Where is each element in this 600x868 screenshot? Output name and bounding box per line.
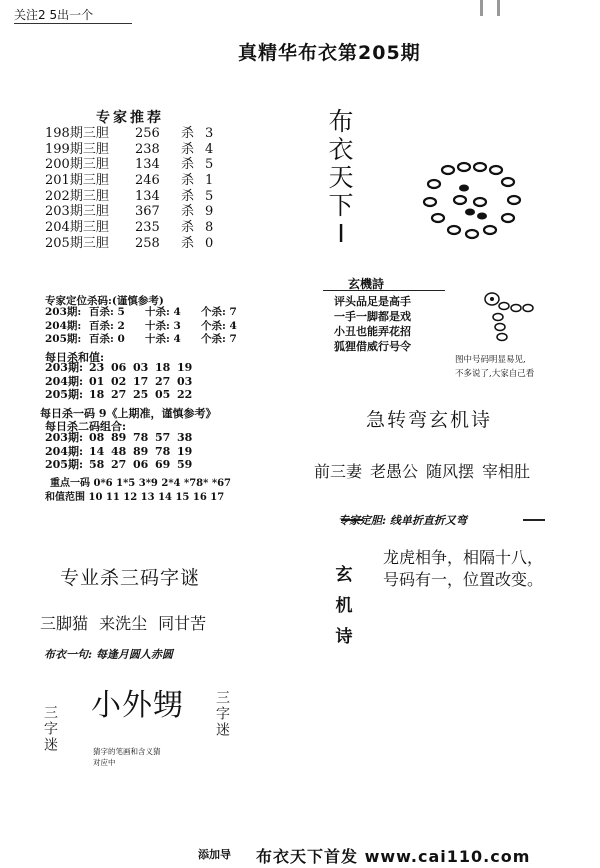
puzzle-ring [474,163,486,171]
puzzle-ring [442,166,454,174]
recommend-kill-value: 9 [205,204,214,220]
figure-ring [497,334,507,341]
number-cell: 69 [155,458,171,471]
poem3-vertical-label [332,560,356,653]
puzzle-dot [465,209,475,216]
position-kill-row [45,320,257,334]
number-cell: 02 [111,374,127,388]
number-cell: 19 [177,361,193,374]
poem2-answer: 老愚公 [370,462,419,481]
figure-ring [495,324,505,331]
recommend-row [45,204,213,220]
puzzle-ring [432,214,444,222]
recommend-row [45,173,213,189]
recommend-kill-value: 0 [205,235,214,251]
poem1-line: 狐狸借威行号令 [334,340,411,353]
figure-ring [499,303,509,310]
sum-range: 和值范围 10 11 12 13 14 15 16 17 [45,492,225,503]
position-kill-tens: 十杀: 4 [145,306,181,318]
image-note-line2: 不多说了,大家自己看 [455,369,535,379]
number-row [45,458,199,472]
kill3-riddle-title: 专业杀三码字谜 [60,567,201,589]
poem1-line: 一手一脚都是戏 [334,310,411,323]
recommend-numbers: 238 [135,141,160,157]
recommend-row [45,220,213,236]
poem3-label-char: 机 [335,596,353,616]
position-kill-heading: 专家定位杀码:(谨慎参考) [45,295,164,307]
recommend-row [45,236,213,252]
puzzle-ring [502,178,514,186]
recommend-period: 198期三胆 [45,126,109,141]
puzzle-ring [458,163,470,171]
number-cell: 27 [111,458,127,471]
puzzle-ring [490,166,502,174]
recommend-kill-label: 杀 [181,141,195,157]
recommend-kill-value: 8 [205,220,214,236]
poem3-label-char: 诗 [335,627,353,647]
puzzle-ring [424,198,436,206]
footer-site-text: 布衣天下首发 www.cai110.com [256,847,531,866]
image-note-line1: 图中号码明显易见, [455,355,526,365]
vertical-title-char: I [337,219,345,248]
number-cell: 89 [133,444,149,458]
number-cell: 17 [133,374,149,388]
number-cell: 18 [155,361,171,374]
number-cell: 38 [177,431,193,444]
number-cell: 57 [155,431,171,444]
page-title: 真精华布衣第205期 [238,42,421,64]
number-figure-image [478,289,538,347]
figure-ring [511,305,521,312]
puzzle-ring [448,226,460,234]
vertical-title-char: 衣 [328,135,354,164]
number-cell: 48 [111,444,127,458]
poem1-lines [334,294,411,354]
poem1-line: 小丑也能弄花招 [334,325,411,338]
recommend-kill-label: 杀 [181,204,195,220]
number-cell: 89 [111,431,127,444]
riddle-label-left: 三字迷 [42,705,58,753]
recommend-period: 201期三胆 [45,173,109,189]
position-kill-tens: 十杀: 4 [145,333,181,345]
puzzle-ring [508,196,520,204]
poem1-title: 玄機詩 [348,277,385,291]
recommend-period: 200期三胆 [45,157,109,173]
number-cell: 78 [133,431,149,444]
puzzle-dot [459,185,469,192]
number-cell: 06 [111,361,127,374]
recommend-period: 203期三胆 [45,204,109,220]
number-cell: 59 [177,458,193,471]
position-kill-hundreds: 百杀: 2 [89,319,125,332]
number-row [45,445,199,459]
number-cell: 27 [155,374,171,388]
position-kill-ones: 个杀: 7 [201,306,237,318]
position-kill-tens: 十杀: 3 [145,319,181,332]
poem3-line: 号码有一，位置改变。 [383,570,544,589]
number-cell: 58 [89,458,105,471]
puzzle-ring [428,180,440,188]
number-cell: 14 [89,444,105,458]
number-row-period: 205期: [45,458,84,471]
number-cell: 27 [111,388,127,401]
recommend-kill-label: 杀 [181,173,195,189]
recommend-row [45,126,213,142]
number-row-period: 203期: [45,361,84,374]
number-cell: 05 [155,388,171,401]
puzzle-ring [484,226,496,234]
figure-ring [523,305,533,312]
recommend-numbers: 256 [135,126,160,141]
recommend-numbers: 246 [135,173,160,189]
key-points: 重点一码 0*6 1*5 3*9 2*4 *78* *67 [50,478,231,489]
puzzle-ring [474,198,486,206]
number-cell: 25 [133,388,149,401]
number-cell: 22 [177,388,193,401]
recommend-period: 199期三胆 [45,141,109,157]
position-kill-hundreds: 百杀: 5 [89,306,125,318]
top-note-divider [14,23,132,24]
recommend-kill-label: 杀 [181,126,195,141]
position-kill-row [45,306,257,320]
daily-sum-kill-list [45,361,199,402]
number-cell: 03 [133,361,149,374]
number-cell: 08 [89,431,105,444]
position-kill-ones: 个杀: 4 [201,319,237,332]
poem1-line: 评头品足是高手 [334,295,411,308]
number-row-period: 204期: [45,374,84,388]
slogan-dash-right [523,519,545,521]
recommend-kill-label: 杀 [181,235,195,251]
position-kill-period: 205期: [45,333,82,345]
footer-left-text: 添加导 [198,848,231,861]
daily-sum-kill-heading: 每日杀和值: [45,351,105,364]
riddle-note-line2: 对应中 [93,758,116,767]
vertical-title-char: 布 [328,107,354,136]
circle-puzzle-image [420,160,540,240]
poem3-lines [383,547,543,591]
recommend-numbers: 134 [135,188,160,204]
recommend-numbers: 258 [135,235,160,251]
recommend-kill-label: 杀 [181,157,195,173]
kill3-riddle-answer: 三脚猫 来洗尘 同甘苦 [40,614,207,633]
daily-one-code: 每日杀一码 9《上期准，谨慎参考》 [40,407,217,420]
number-row [45,375,199,389]
puzzle-ring [466,230,478,238]
expert-recommend-heading: 专家推荐 [96,110,164,126]
recommend-row [45,157,213,173]
number-cell: 78 [155,444,171,458]
recommend-period: 202期三胆 [45,188,109,204]
recommend-period: 204期三胆 [45,220,109,236]
number-cell: 03 [177,374,193,388]
recommend-period: 205期三胆 [45,235,109,251]
daily-two-code-heading: 每日杀二码组合: [45,420,127,433]
poem3-label-char: 玄 [335,565,353,585]
number-row-period: 203期: [45,431,84,444]
top-note: 关注2 5出一个 [14,8,94,22]
recommend-numbers: 367 [135,204,160,220]
number-cell: 18 [89,388,105,401]
expert-slogan: 专家定胆: 线单折直折又弯 [338,514,467,527]
number-row-period: 205期: [45,388,84,401]
number-cell: 06 [133,458,149,471]
corner-mark [480,0,504,16]
vertical-title-char: 下 [328,191,354,220]
recommend-kill-label: 杀 [181,188,195,204]
number-row [45,431,199,445]
number-cell: 01 [89,374,105,388]
poem2-title: 急转弯玄机诗 [366,409,493,431]
poem2-answers [314,459,538,482]
recommend-kill-value: 3 [205,126,214,141]
position-kill-hundreds: 百杀: 0 [89,333,125,345]
riddle-note-line1: 猜字的笔画和含义猜 [93,747,161,756]
number-row [45,388,199,402]
recommend-row [45,189,213,205]
expert-recommend-list [45,126,213,252]
position-kill-period: 203期: [45,306,82,318]
position-kill-ones: 个杀: 7 [201,333,237,345]
position-kill-period: 204期: [45,319,82,332]
riddle-label-right: 三字迷 [214,690,230,738]
poem3-line: 龙虎相争，相隔十八， [383,548,544,567]
puzzle-dot [477,213,487,220]
recommend-kill-value: 1 [205,173,214,189]
poem2-answer: 随风摆 [426,462,475,481]
recommend-kill-value: 5 [205,157,214,173]
position-kill-row [45,333,257,347]
recommend-kill-label: 杀 [181,220,195,236]
recommend-row [45,142,213,158]
figure-ring [493,314,503,321]
number-row-period: 204期: [45,444,84,458]
poem2-answer: 前三妻 [314,462,363,481]
daily-two-code-list [45,431,199,472]
recommend-numbers: 235 [135,220,160,236]
recommend-kill-value: 4 [205,141,214,157]
puzzle-ring [454,196,466,204]
recommend-kill-value: 5 [205,188,214,204]
poem2-answer: 宰相肚 [482,462,531,481]
recommend-numbers: 134 [135,157,160,173]
puzzle-ring [502,214,514,222]
buyi-one-line: 布衣一句: 每逢月圆人赤圆 [44,648,173,661]
vertical-title [325,108,357,248]
position-kill-list [45,306,257,347]
vertical-title-char: 天 [328,163,354,192]
riddle-big-word: 小外甥 [91,688,184,723]
poem1-divider [323,290,445,291]
number-cell: 19 [177,444,193,458]
number-row [45,361,199,375]
figure-dot [490,297,494,301]
number-cell: 23 [89,361,105,374]
